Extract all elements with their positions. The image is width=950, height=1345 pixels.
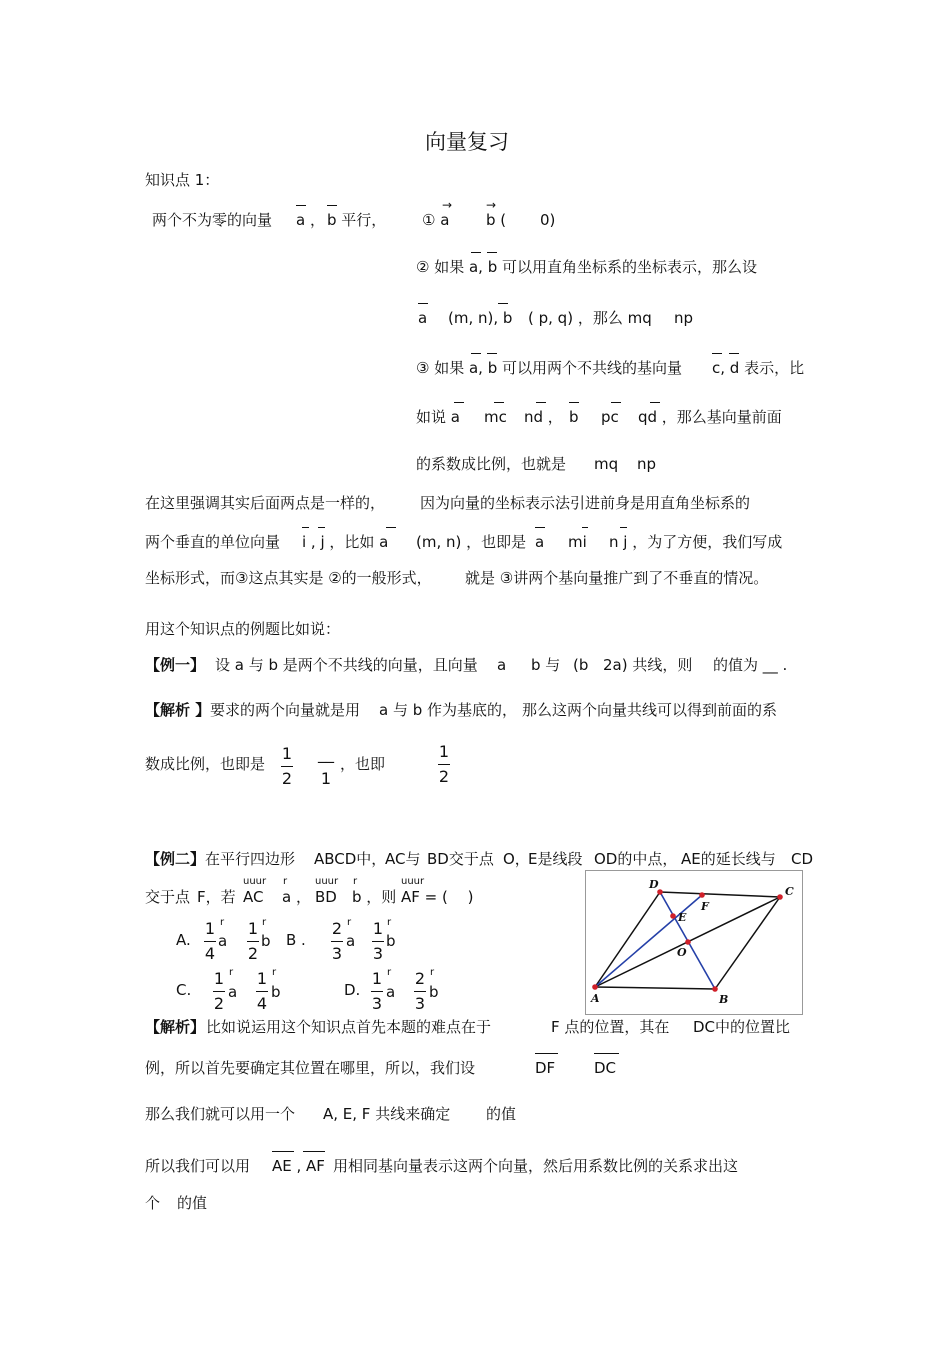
vector-bar [302,527,309,528]
term: b [386,932,396,950]
term: a [535,533,545,551]
option-c-label: C. [176,981,192,999]
text-line: A, E, F 共线来确定 [323,1105,451,1123]
text-line: 在平行四边形 [205,850,296,868]
vector-marker: r [272,967,277,978]
numerator: 1 [256,969,268,988]
term: a [228,983,238,1001]
text-line: BD交于点 [427,850,494,868]
text-line: c, d 表示，比 [712,359,805,377]
fraction [316,745,336,788]
text-line: ③ 如果 a, b 可以用两个不共线的基向量 [416,359,683,377]
knowledge-point-heading: 知识点 1： [145,171,220,189]
vector-bar [620,527,627,528]
text-line: 用这个知识点的例题比如说： [145,620,341,638]
term: DF [535,1059,556,1077]
text-line: 那么这两个向量共线可以得到前面的系 [522,701,778,719]
text-line: AE的延长线与 [681,850,776,868]
text-line: n j ，为了方便，我们写成 [609,533,783,551]
text-line: 用相同基向量表示这两个向量，然后用系数比例的关系求出这 [333,1157,739,1175]
vector-marker: r [283,876,288,887]
numerator: 1 [213,969,225,988]
vector-marker: r [347,917,352,928]
term: b [429,983,439,1001]
text-line: ② 如果 a, b 可以用直角坐标系的坐标表示，那么设 [416,258,758,276]
text-line: O， [503,850,530,868]
term: AF = ( ) [401,888,474,906]
vector-bar [494,402,504,403]
term: b 与 [531,656,561,674]
text-line: 设 a 与 b 是两个不共线的向量，且向量 [215,656,478,674]
text-line: i , j ，比如 a [302,533,389,551]
term: AE , AF [272,1157,325,1175]
vector-bar [729,353,739,354]
option-b-label: B . [286,931,306,949]
term: b [569,408,579,426]
vector-bar [594,1053,619,1054]
vector-bar [582,527,588,528]
arrow-glyph: → [442,198,453,212]
fraction [438,743,450,786]
term: nd ， [524,408,563,426]
term: BD [315,888,337,906]
example-label: 【例二】 [145,850,206,868]
fraction [331,920,343,963]
vector-marker: r [430,967,435,978]
text-line: 所以我们可以用 [145,1157,251,1175]
text-line: ，也即 [340,755,386,773]
vector-marker: r [262,917,267,928]
solution-label: 【解析 】 [145,701,211,719]
vector-bar [327,205,337,206]
vector-marker: uuur [315,876,339,887]
numerator: 1 [371,969,383,988]
text-line: 因为向量的坐标表示法引进前身是用直角坐标系的 [420,494,751,512]
text-line: 那么我们就可以用一个 [145,1105,296,1123]
numerator: 1 [281,744,293,763]
vector-bar [535,1053,558,1054]
label-O: O [677,946,687,959]
denominator: 2 [281,769,293,788]
vector-bar [471,353,481,354]
text-line: AC与 [385,850,421,868]
text-line: DC中的位置比 [693,1018,791,1036]
text-line: 个 [145,1194,161,1212]
numerator: 1 [372,919,384,938]
text-line: 例，所以首先要确定其位置在哪里，所以，我们设 [145,1059,476,1077]
solution-label: 【解析】 [145,1018,206,1036]
vector-bar [272,1151,294,1152]
numerator: __ [318,744,334,763]
denominator: 3 [331,944,343,963]
example-label: 【例一】 [145,656,206,674]
fraction [414,970,426,1013]
term: b ，则 [352,888,397,906]
term: 的值为 __ . [713,656,788,674]
text-line: 比如说运用这个知识点首先本题的难点在于 [206,1018,492,1036]
text-line: 两个垂直的单位向量 [145,533,281,551]
vector-bar [569,402,579,403]
fraction [256,970,268,1013]
term: mi [568,533,587,551]
vector-marker: r [387,917,392,928]
term: a [497,656,507,674]
vector-bar [303,1151,325,1152]
term: (b [573,656,589,674]
numerator: 1 [438,742,450,761]
text-line: 在这里强调其实后面两点是一样的， [145,494,386,512]
coords: (m, n), b [448,309,513,327]
vector-marker: uuur [243,876,267,887]
text-line: 的值 [486,1105,517,1123]
text-line: F 点的位置，其在 [551,1018,670,1036]
option-a-label: A. [176,931,191,949]
text-line: 数成比例，也即是 [145,755,266,773]
numerator: 1 [204,919,216,938]
coords: np [674,309,694,327]
parallelogram-figure [585,870,803,1015]
text-line: 要求的两个向量就是用 [210,701,361,719]
label-C: C [785,885,794,898]
text-line: 两个不为零的向量 [152,211,273,229]
term: AC [243,888,264,906]
text-line: 就是 ③讲两个基向量推广到了不垂直的情况。 [465,569,769,587]
vector-marker: r [220,917,225,928]
term: a ， [282,888,311,906]
fraction [213,970,225,1013]
text-line: E是线段 [528,850,583,868]
vector-bar [386,527,396,528]
condition-1c: 0) [540,211,556,229]
vector-bar [487,252,497,253]
fraction [247,920,259,963]
vector-bar [712,353,722,354]
term: a [218,932,228,950]
denominator: 4 [256,994,268,1013]
term: qd ，那么基向量前面 [638,408,782,426]
term: pc [601,408,619,426]
option-d-label: D. [344,981,361,999]
vector-bar [471,252,481,253]
vector-marker: r [387,967,392,978]
denominator: 3 [371,994,383,1013]
denominator: 3 [372,944,384,963]
term: a [386,983,396,1001]
vector-marker: r [353,876,358,887]
label-E: E [678,911,687,924]
term: b [271,983,281,1001]
vector-bar [536,402,546,403]
label-D: D [649,878,659,891]
numerator: 1 [247,919,259,938]
coords: ( p, q) ，那么 mq [528,309,652,327]
vector-bar [611,402,621,403]
vector-bar [487,353,497,354]
text-line: F，若 [197,888,236,906]
label-A: A [591,992,600,1005]
text-line: 坐标形式，而③这点其实是 ②的一般形式， [145,569,432,587]
vector-bar [318,527,325,528]
term: 2a) 共线，则 [603,656,693,674]
vector-bar [454,402,464,403]
vector-a: a ， [296,211,325,229]
vector-marker: uuur [401,876,425,887]
text-line: 如说 a [416,408,460,426]
denominator: 3 [414,994,426,1013]
vector-b: b 平行， [327,211,387,229]
condition-1b: b ( [486,211,507,229]
numerator: 2 [331,919,343,938]
vector-bar [650,402,660,403]
denominator: 2 [247,944,259,963]
term: DC [594,1059,617,1077]
denominator: 1 [320,769,332,788]
vector-marker: r [229,967,234,978]
fraction [372,920,384,963]
arrow-glyph: → [486,198,497,212]
term: b [261,932,271,950]
page-title: 向量复习 [425,130,509,154]
text-line: a 与 b 作为基底的， [379,701,518,719]
label-B: B [719,993,729,1006]
text-line: CD [791,850,814,868]
fraction [281,745,293,788]
fraction [204,920,216,963]
denominator: 2 [438,767,450,786]
term: a [346,932,356,950]
text-line: 的系数成比例，也就是 [416,455,567,473]
term: mq [594,455,619,473]
term: mc [484,408,507,426]
denominator: 2 [213,994,225,1013]
vector-bar [498,303,508,304]
vector-bar [296,205,306,206]
numerator: 2 [414,969,426,988]
vector-a: a [418,309,428,327]
vector-bar [535,527,545,528]
text-line: (m, n) ，也即是 [416,533,527,551]
label-F: F [701,900,709,913]
term: np [637,455,657,473]
vector-bar [418,303,428,304]
text-line: 交于点 [145,888,191,906]
text-line: ABCD中， [314,850,387,868]
fraction [371,970,383,1013]
denominator: 4 [204,944,216,963]
text-line: 的值 [177,1194,208,1212]
text-line: OD的中点， [594,850,678,868]
condition-1: ① a [422,211,450,229]
